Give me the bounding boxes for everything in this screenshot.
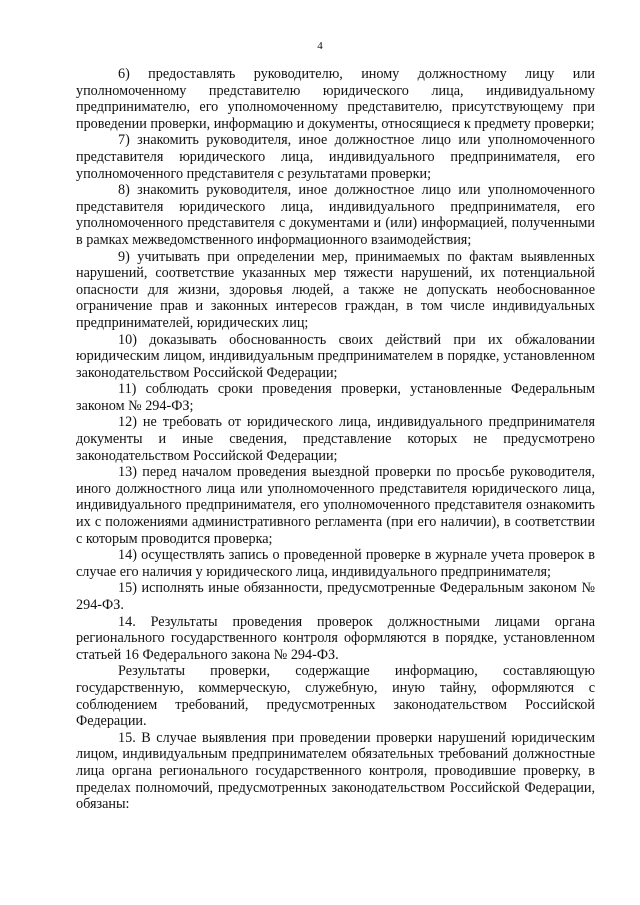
paragraph-section-15: 15. В случае выявления при проведении проверки нарушений юридическим лицом, индивидуальным предпринимателем обязательных требований должностные лица органа регионального государственного контроля, проводившие проверку, в пределах полномочий, предусмотренных законодательством Российской Федерации, обязаны:	[76, 729, 595, 813]
document-body	[76, 66, 595, 813]
paragraph-item-12: 12) не требовать от юридического лица, индивидуального предпринимателя документы и иные сведения, представление которых не предусмотрено законодательством Российской Федерации;	[76, 414, 595, 464]
paragraph-item-11: 11) соблюдать сроки проведения проверки, установленные Федеральным законом № 294-ФЗ;	[76, 381, 595, 414]
paragraph-item-10: 10) доказывать обоснованность своих действий при их обжаловании юридическим лицом, индивидуальным предпринимателем в порядке, установленном законодательством Российской Федерации;	[76, 331, 595, 381]
paragraph-item-14: 14) осуществлять запись о проведенной проверке в журнале учета проверок в случае его наличия у юридического лица, индивидуального предпринимателя;	[76, 547, 595, 580]
page-number: 4	[317, 40, 323, 52]
paragraph-item-13: 13) перед началом проведения выездной проверки по просьбе руководителя, иного должностного лица или уполномоченного представителя юридического лица, индивидуального предпринимателя, его уполномоченного представителя ознакомить их с положениями административного регламента (при его наличии), в соответствии с которым проводится проверка;	[76, 464, 595, 547]
paragraph-section-14: 14. Результаты проведения проверок должностными лицами органа регионального государственного контроля оформляются в порядке, установленном статьей 16 Федерального закона № 294-ФЗ.	[76, 613, 595, 663]
paragraph-item-15: 15) исполнять иные обязанности, предусмотренные Федеральным законом № 294-ФЗ.	[76, 580, 595, 613]
paragraph-item-6: 6) предоставлять руководителю, иному должностному лицу или уполномоченному представителю юридического лица, индивидуальному предпринимателю, его уполномоченному представителю, присутствующему при проведении проверки, информацию и документы, относящиеся к предмету проверки;	[76, 66, 595, 132]
paragraph-section-14-results: Результаты проверки, содержащие информацию, составляющую государственную, коммерческую, служебную, иную тайну, оформляются с соблюдением требований, предусмотренных законодательством Российской Федерации.	[76, 663, 595, 730]
paragraph-item-9: 9) учитывать при определении мер, принимаемых по фактам выявленных нарушений, соответствие указанных мер тяжести нарушений, их потенциальной опасности для жизни, здоровья людей, а также не допускать необоснованное ограничение прав и законных интересов граждан, в том числе индивидуальных предпринимателей, юридических лиц;	[76, 248, 595, 331]
paragraph-item-8: 8) знакомить руководителя, иное должностное лицо или уполномоченного представителя юридического лица, индивидуального предпринимателя, его уполномоченного представителя с документами и (или) информацией, полученными в рамках межведомственного информационного взаимодействия;	[76, 182, 595, 248]
paragraph-item-7: 7) знакомить руководителя, иное должностное лицо или уполномоченного представителя юридического лица, индивидуального предпринимателя, его уполномоченного представителя с результатами проверки;	[76, 132, 595, 182]
